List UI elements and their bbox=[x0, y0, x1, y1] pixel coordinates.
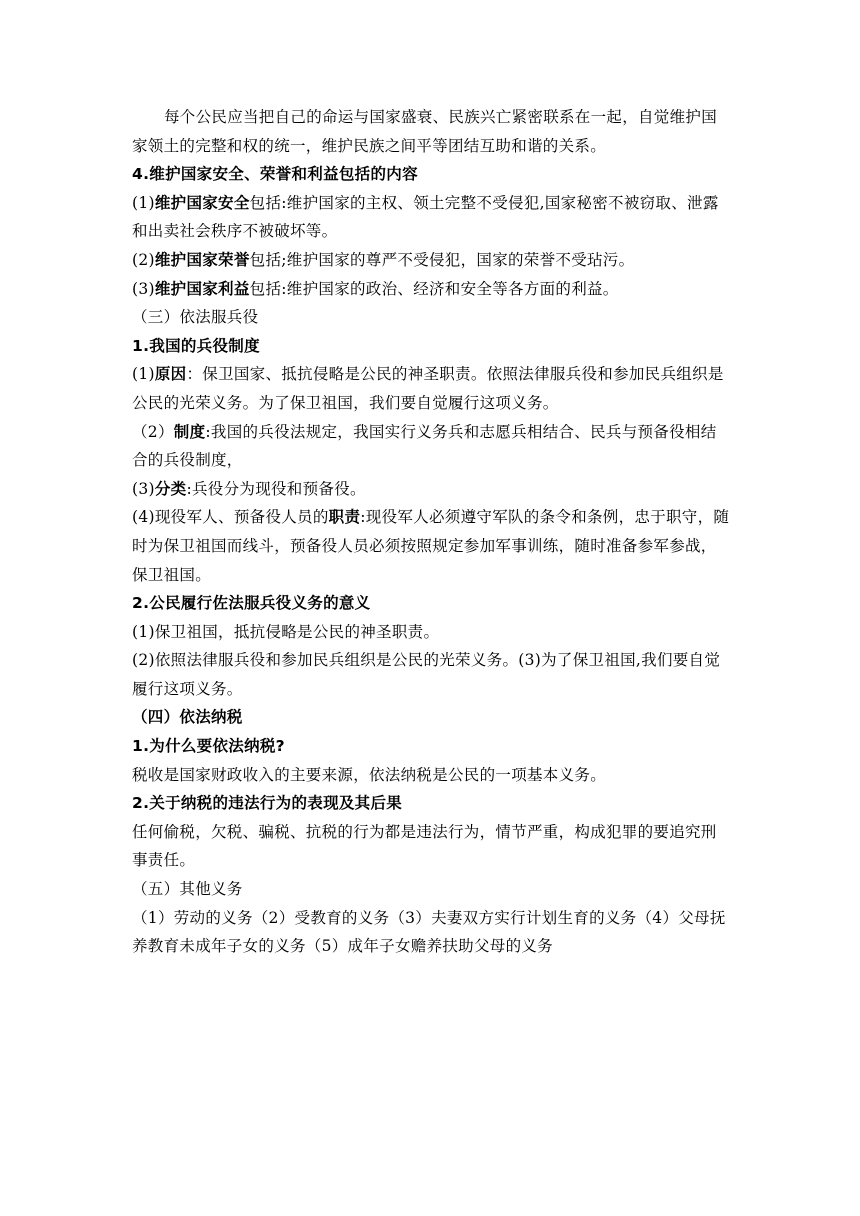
part-4-sub-1-heading: 1.为什么要依法纳税? bbox=[132, 737, 285, 756]
part-3-sub-2-heading: 2.公民履行佐法服兵役义务的意义 bbox=[132, 594, 371, 613]
section-4-item-1 bbox=[132, 189, 732, 246]
item-text: 包括:维护国家的政治、经济和安全等各方面的利益。 bbox=[249, 279, 619, 298]
item-keyword: 分类 bbox=[154, 479, 187, 498]
item-prefix: (3) bbox=[132, 279, 155, 298]
document-page bbox=[132, 103, 732, 961]
part-3-sub-1-heading: 1.我国的兵役制度 bbox=[132, 336, 260, 355]
intro-paragraph: 每个公民应当把自己的命运与国家盛衰、民族兴亡紧密联系在一起，自觉维护国家领土的完整和权的统一，维护民族之间平等团结互助和谐的关系。 bbox=[132, 108, 718, 155]
item-keyword: 职责 bbox=[328, 508, 361, 527]
item-prefix: （2） bbox=[132, 422, 174, 441]
item-keyword: 制度 bbox=[173, 422, 206, 441]
part-3-sub-1-item-4 bbox=[132, 503, 732, 589]
part-3-sub-1-item-3 bbox=[132, 475, 732, 504]
item-prefix: (1) bbox=[132, 365, 155, 384]
part-4-title: （四）依法纳税 bbox=[132, 708, 243, 727]
item-text: 包括:维护国家的主权、领土完整不受侵犯,国家秘密不被窃取、泄露和出卖社会秩序不被破坏等。 bbox=[132, 193, 719, 241]
item-text: :兵役分为现役和预备役。 bbox=[186, 479, 366, 498]
item-prefix: (3) bbox=[132, 479, 155, 498]
part-5-text: （1）劳动的义务（2）受教育的义务（3）夫妻双方实行计划生育的义务（4）父母抚养教育未成年子女的义务（5）成年子女赡养扶助父母的义务 bbox=[132, 908, 726, 956]
section-4-heading: 4.维护国家安全、荣誉和利益包括的内容 bbox=[132, 165, 418, 184]
part-3-title: （三）依法服兵役 bbox=[132, 308, 259, 327]
part-3-sub-1-item-2 bbox=[132, 418, 732, 475]
item-prefix: (1) bbox=[132, 193, 155, 212]
part-4-sub-1-text: 税收是国家财政收入的主要来源，依法纳税是公民的一项基本义务。 bbox=[132, 765, 607, 784]
item-keyword: 维护国家荣誉 bbox=[154, 250, 250, 269]
item-keyword: 原因 bbox=[154, 365, 187, 384]
item-text: ：保卫国家、抵抗侵略是公民的神圣职责。依照法律服兵役和参加民兵组织是公民的光荣义务。为了保卫祖国，我们要自觉履行这项义务。 bbox=[132, 365, 724, 412]
item-text: 包括;维护国家的尊严不受侵犯，国家的荣誉不受玷污。 bbox=[249, 250, 635, 269]
section-4-item-3 bbox=[132, 275, 732, 304]
item-prefix: (2) bbox=[132, 250, 155, 269]
item-prefix: (4)现役军人、预备役人员的 bbox=[132, 508, 329, 527]
item-keyword: 维护国家安全 bbox=[154, 193, 250, 212]
part-3-sub-2-item-1: (1)保卫祖国，抵抗侵略是公民的神圣职责。 bbox=[132, 622, 440, 641]
part-3-sub-1-item-1 bbox=[132, 360, 732, 417]
item-text: :现役军人必须遵守军队的条令和条例，忠于职守，随时为保卫祖国而线斗，预备役人员必须按照规定参加军事训练，随时准备参军参战，保卫祖国。 bbox=[132, 508, 730, 584]
section-4-item-2 bbox=[132, 246, 732, 275]
item-text: :我国的兵役法规定，我国实行义务兵和志愿兵相结合、民兵与预备役相结合的兵役制度， bbox=[132, 422, 717, 470]
part-4-sub-2-heading: 2.关于纳税的违法行为的表现及其后果 bbox=[132, 794, 403, 813]
part-5-title: （五）其他义务 bbox=[132, 880, 243, 899]
part-3-sub-2-item-2: (2)依照法律服兵役和参加民兵组织是公民的光荣义务。(3)为了保卫祖国,我们要自觉履行这项义务。 bbox=[132, 651, 721, 698]
part-4-sub-2-text: 任何偷税，欠税、骗税、抗税的行为都是违法行为，情节严重，构成犯罪的要追究刑事责任。 bbox=[132, 822, 717, 870]
item-keyword: 维护国家利益 bbox=[154, 279, 250, 298]
